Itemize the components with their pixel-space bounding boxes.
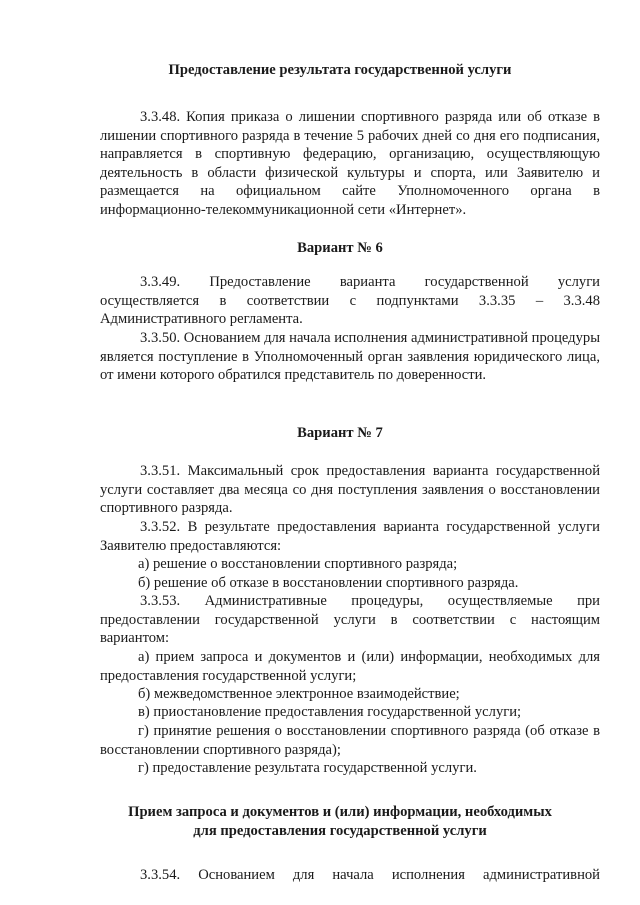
section-heading-result: Предоставление результата государственной услуги [168,62,512,78]
paragraph-3-3-49: 3.3.49. Предоставление варианта государственной услуги осуществляется в соответствии с подпунктами 3.3.35 – 3.3.48 Административного регламента. [100,274,600,328]
list-item-3-3-53-a: а) прием запроса и документов и (или) информации, необходимых для предоставления государственной услуги; [100,649,600,684]
paragraph-3-3-53: 3.3.53. Административные процедуры, осуществляемые при предоставлении государственной услуги в соответствии с настоящим вариантом: [100,593,600,647]
list-item-3-3-52-a: а) решение о восстановлении спортивного разряда; [138,556,458,572]
list-item-3-3-53-d: г) принятие решения о восстановлении спортивного разряда (об отказе в восстановлении спортивного разряда); [100,723,600,758]
list-item-3-3-52-b: б) решение об отказе в восстановлении спортивного разряда. [138,575,519,591]
paragraph-3-3-52: 3.3.52. В результате предоставления варианта государственной услуги Заявителю предоставляются: [100,519,600,554]
section-heading-reception-line-1: Прием запроса и документов и (или) информации, необходимых [128,804,552,820]
paragraph-3-3-48: 3.3.48. Копия приказа о лишении спортивного разряда или об отказе в лишении спортивного разряда в течение 5 рабочих дней со дня его подписания, направляется в спортивную федерацию, организацию, осуществляющую деятельность в области физической культуры и спорта, или Заявителю и размещается на официальном сайте Уполномоченного органа в информационно-телекоммуникационной сети «Интернет». [100,109,600,218]
list-item-3-3-53-b: б) межведомственное электронное взаимодействие; [138,686,460,702]
list-item-3-3-53-c: в) приостановление предоставления государственной услуги; [138,704,522,720]
section-heading-variant-7: Вариант № 7 [297,425,383,441]
paragraph-3-3-50: 3.3.50. Основанием для начала исполнения административной процедуры является поступление в Уполномоченный орган заявления юридического лица, от имени которого обратился представитель по доверенности. [100,330,600,384]
section-heading-variant-6: Вариант № 6 [297,240,383,256]
section-heading-reception-line-2: для предоставления государственной услуги [193,823,487,839]
paragraph-3-3-51: 3.3.51. Максимальный срок предоставления варианта государственной услуги составляет два месяца со дня поступления заявления о восстановлении спортивного разряда. [100,463,600,517]
paragraph-3-3-54: 3.3.54. Основанием для начала исполнения административной [140,867,600,883]
list-item-3-3-53-e: г) предоставление результата государственной услуги. [138,760,477,776]
